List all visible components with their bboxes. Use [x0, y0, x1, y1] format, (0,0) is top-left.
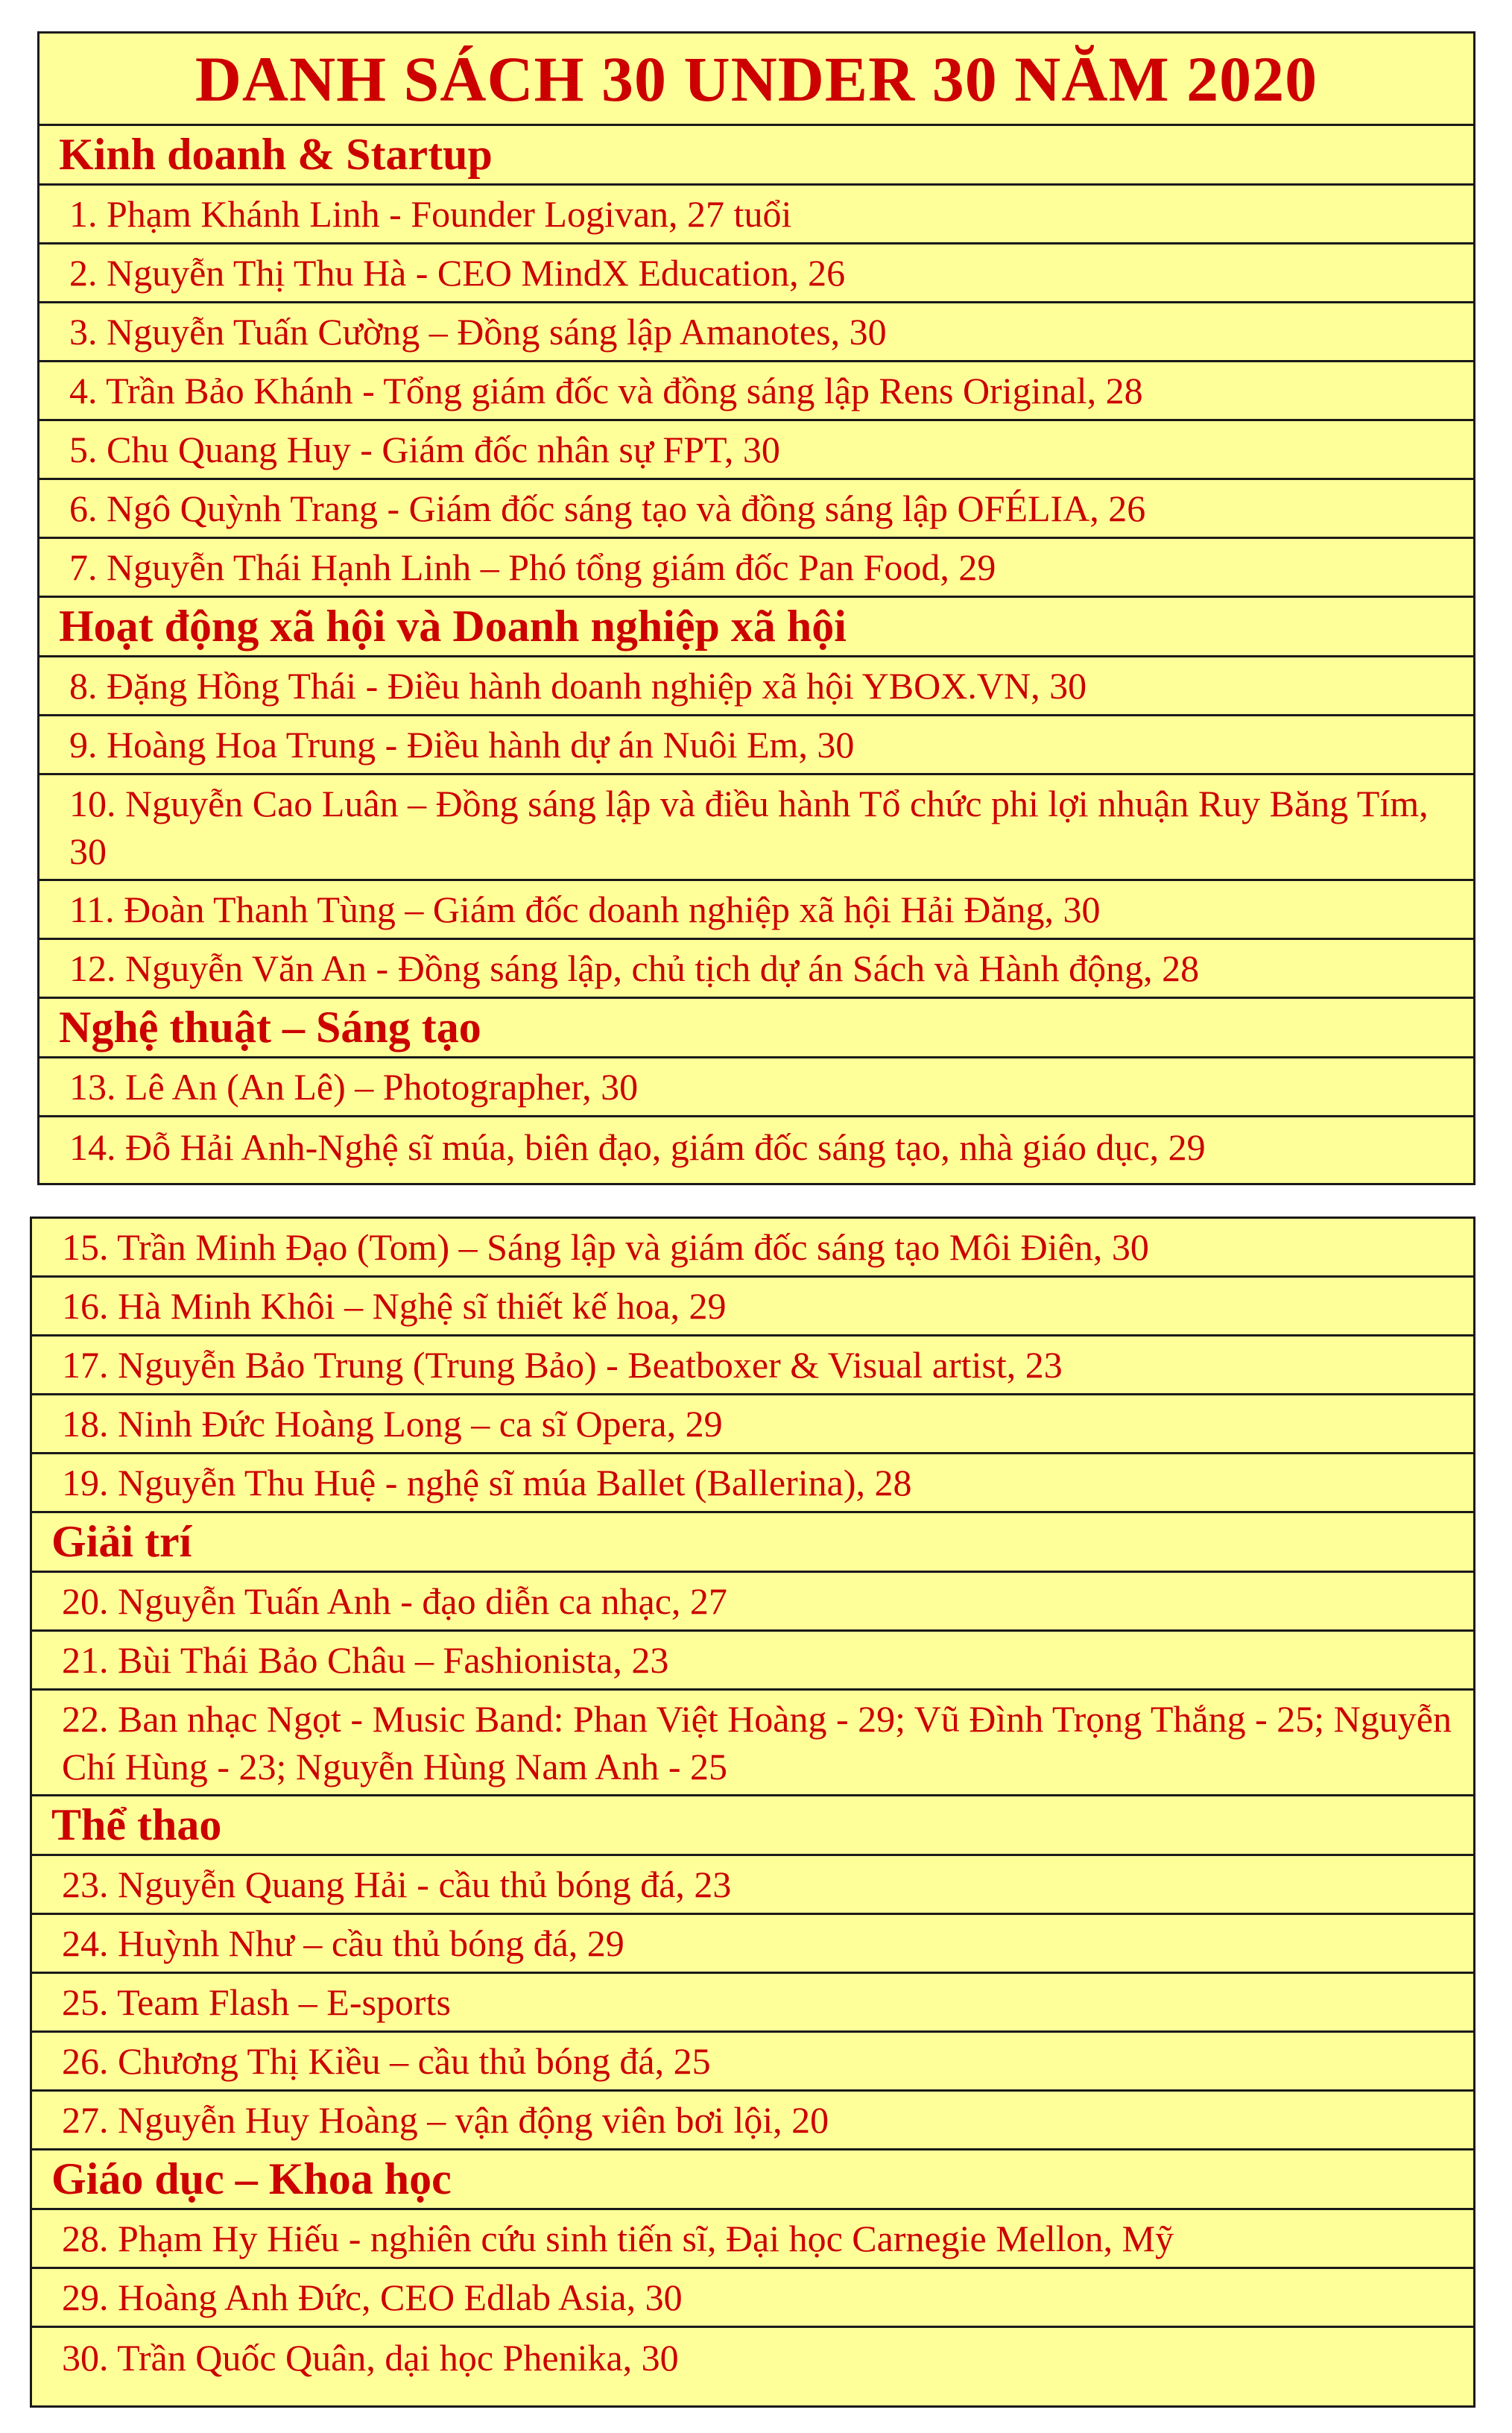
category-entertainment: Giải trí: [32, 1513, 1473, 1573]
category-business-startup: Kinh doanh & Startup: [39, 126, 1473, 186]
list-item: 20. Nguyễn Tuấn Anh - đạo diễn ca nhạc, 27: [32, 1573, 1473, 1632]
list-item: 25. Team Flash – E-sports: [32, 1974, 1473, 2033]
list-item: 1. Phạm Khánh Linh - Founder Logivan, 27 tuổi: [39, 186, 1473, 244]
list-item: 15. Trần Minh Đạo (Tom) – Sáng lập và giám đốc sáng tạo Môi Điên, 30: [32, 1219, 1473, 1278]
list-item: 13. Lê An (An Lê) – Photographer, 30: [39, 1058, 1473, 1117]
list-item: 10. Nguyễn Cao Luân – Đồng sáng lập và điều hành Tổ chức phi lợi nhuận Ruy Băng Tím, 30: [39, 775, 1473, 881]
list-item: 24. Huỳnh Như – cầu thủ bóng đá, 29: [32, 1915, 1473, 1974]
list-item: 8. Đặng Hồng Thái - Điều hành doanh nghiệp xã hội YBOX.VN, 30: [39, 657, 1473, 716]
category-art-creative: Nghệ thuật – Sáng tạo: [39, 999, 1473, 1058]
list-item: 26. Chương Thị Kiều – cầu thủ bóng đá, 25: [32, 2033, 1473, 2092]
category-sports: Thể thao: [32, 1796, 1473, 1856]
list-item: 27. Nguyễn Huy Hoàng – vận động viên bơi lội, 20: [32, 2092, 1473, 2150]
category-education-science: Giáo dục – Khoa học: [32, 2150, 1473, 2210]
list-item: 4. Trần Bảo Khánh - Tổng giám đốc và đồng sáng lập Rens Original, 28: [39, 362, 1473, 421]
list-item: 21. Bùi Thái Bảo Châu – Fashionista, 23: [32, 1632, 1473, 1691]
page-title: DANH SÁCH 30 UNDER 30 NĂM 2020: [39, 34, 1473, 126]
list-item: 3. Nguyễn Tuấn Cường – Đồng sáng lập Amanotes, 30: [39, 303, 1473, 362]
list-item: 12. Nguyễn Văn An - Đồng sáng lập, chủ tịch dự án Sách và Hành động, 28: [39, 940, 1473, 999]
list-item: 19. Nguyễn Thu Huệ - nghệ sĩ múa Ballet (Ballerina), 28: [32, 1454, 1473, 1513]
list-item: 9. Hoàng Hoa Trung - Điều hành dự án Nuôi Em, 30: [39, 716, 1473, 775]
category-social: Hoạt động xã hội và Doanh nghiệp xã hội: [39, 598, 1473, 657]
list-item: 28. Phạm Hy Hiếu - nghiên cứu sinh tiến sĩ, Đại học Carnegie Mellon, Mỹ: [32, 2210, 1473, 2269]
list-item: 17. Nguyễn Bảo Trung (Trung Bảo) - Beatboxer & Visual artist, 23: [32, 1337, 1473, 1395]
list-item: 22. Ban nhạc Ngọt - Music Band: Phan Việt Hoàng - 29; Vũ Đình Trọng Thắng - 25; Nguyễn Chí Hùng - 23; Nguyễn Hùng Nam Anh - 25: [32, 1691, 1473, 1796]
list-item: 23. Nguyễn Quang Hải - cầu thủ bóng đá, 23: [32, 1856, 1473, 1915]
list-item: 2. Nguyễn Thị Thu Hà - CEO MindX Education, 26: [39, 244, 1473, 303]
list-item: 7. Nguyễn Thái Hạnh Linh – Phó tổng giám đốc Pan Food, 29: [39, 539, 1473, 598]
list-table-part-2: [30, 1216, 1475, 2408]
list-item: 6. Ngô Quỳnh Trang - Giám đốc sáng tạo và đồng sáng lập OFÉLIA, 26: [39, 480, 1473, 539]
list-item: 30. Trần Quốc Quân, dại học Phenika, 30: [62, 2336, 679, 2379]
list-item: 14. Đỗ Hải Anh-Nghệ sĩ múa, biên đạo, giám đốc sáng tạo, nhà giáo dục, 29: [69, 1126, 1206, 1168]
list-table-part-1: [37, 31, 1475, 1185]
list-item: 5. Chu Quang Huy - Giám đốc nhân sự FPT, 30: [39, 421, 1473, 480]
list-item: 18. Ninh Đức Hoàng Long – ca sĩ Opera, 29: [32, 1395, 1473, 1454]
list-item: 16. Hà Minh Khôi – Nghệ sĩ thiết kế hoa, 29: [32, 1278, 1473, 1337]
list-item: 11. Đoàn Thanh Tùng – Giám đốc doanh nghiệp xã hội Hải Đăng, 30: [39, 881, 1473, 940]
list-item: 29. Hoàng Anh Đức, CEO Edlab Asia, 30: [32, 2269, 1473, 2328]
